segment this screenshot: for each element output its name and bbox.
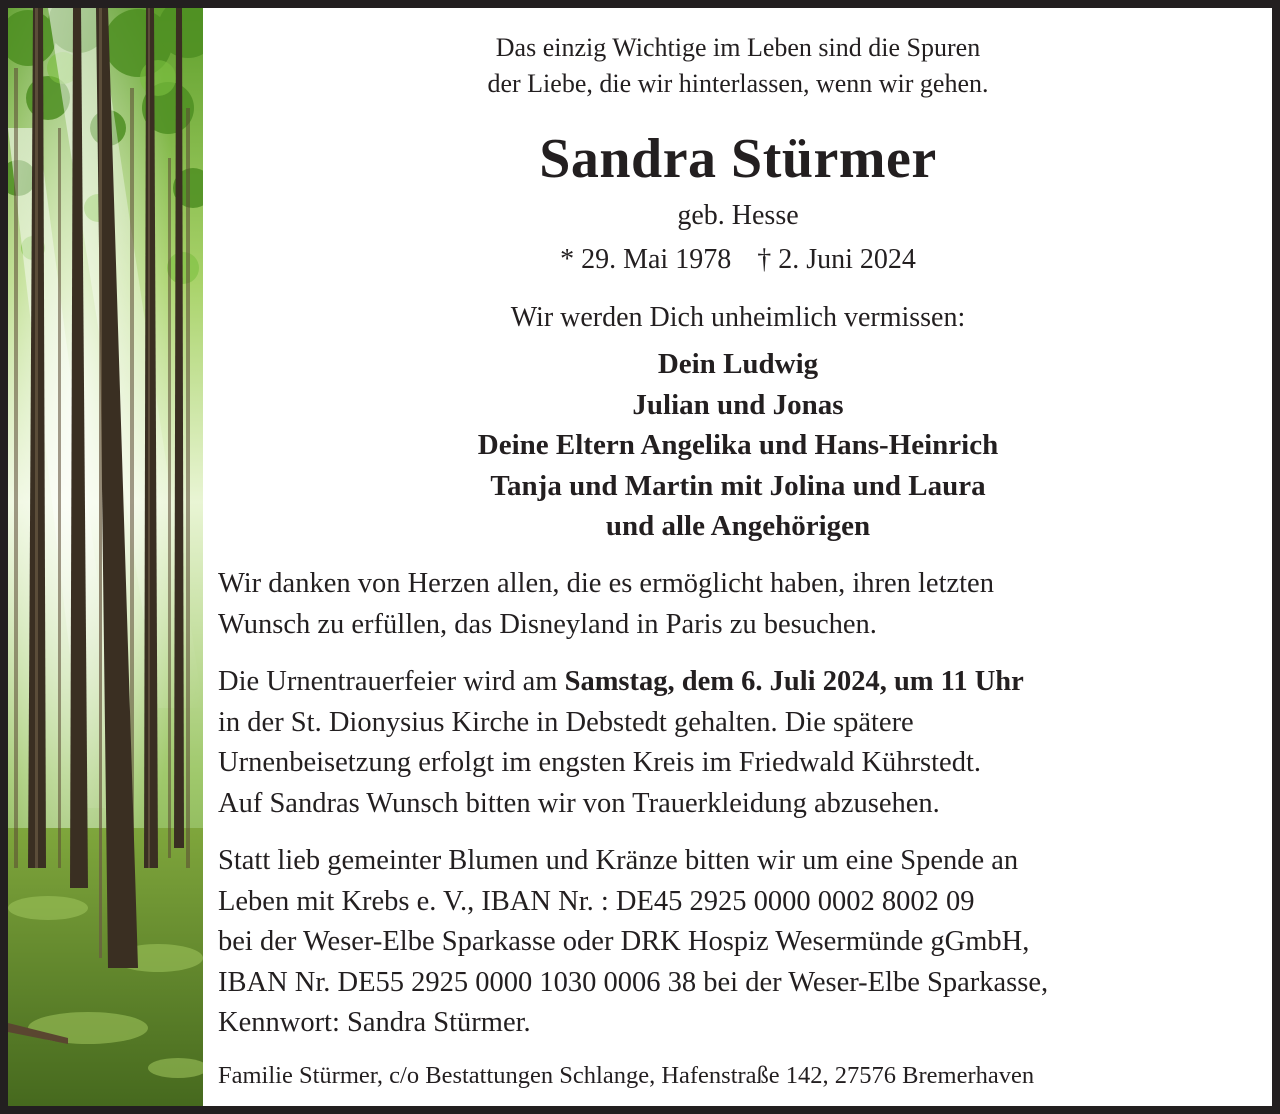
forest-illustration — [8, 8, 203, 1106]
ceremony-line-1 — [218, 662, 1258, 703]
mourner-line: und alle Angehörigen — [605, 510, 871, 542]
thanks-paragraph — [218, 564, 1258, 645]
notice-content — [218, 8, 1258, 1106]
donation-line-1: Statt lieb gemeinter Blumen und Kränze bitten wir um eine Spende an — [218, 845, 1019, 876]
opening-quote — [218, 30, 1258, 102]
donation-line-4: IBAN Nr. DE55 2925 0000 1030 0006 38 bei der Weser-Elbe Sparkasse, — [218, 966, 1049, 998]
donation-line-5: Kennwort: Sandra Stürmer. — [218, 1007, 531, 1038]
quote-line-2: der Liebe, die wir hinterlassen, wenn wir gehen. — [487, 69, 989, 98]
birth-date: * 29. Mai 1978 — [560, 244, 732, 275]
mourner-line: Deine Eltern Angelika und Hans-Heinrich — [477, 429, 999, 461]
thanks-line-1: Wir danken von Herzen allen, die es ermöglicht haben, ihren letzten — [218, 568, 994, 599]
ceremony-line-3: Urnenbeisetzung erfolgt im engsten Kreis im Friedwald Kührstedt. — [218, 747, 981, 778]
mourner-line: Dein Ludwig — [657, 348, 819, 380]
forest-image — [8, 8, 203, 1106]
ceremony-line-4: Auf Sandras Wunsch bitten wir von Trauerkleidung abzusehen. — [218, 787, 940, 819]
life-dates — [218, 242, 1258, 278]
birth-name: geb. Hesse — [677, 200, 799, 231]
ceremony-date-time: Samstag, dem 6. Juli 2024, um 11 Uhr — [564, 666, 1024, 697]
thanks-line-2: Wunsch zu erfüllen, das Disneyland in Paris zu besuchen. — [218, 608, 877, 640]
quote-line-1: Das einzig Wichtige im Leben sind die Spuren — [495, 33, 981, 62]
mourners-list — [218, 344, 1258, 547]
deceased-name: Sandra Stürmer — [539, 128, 937, 190]
family-address: Familie Stürmer, c/o Bestattungen Schlange, Hafenstraße 142, 27576 Bremerhaven — [218, 1062, 1035, 1089]
ceremony-line-2: in der St. Dionysius Kirche in Debstedt gehalten. Die spätere — [218, 706, 914, 738]
death-date: † 2. Juni 2024 — [757, 244, 916, 275]
donation-line-2: Leben mit Krebs e. V., IBAN Nr. : DE45 2925 0000 0002 8002 09 — [218, 885, 975, 917]
mourner-line: Julian und Jonas — [632, 388, 844, 421]
donation-paragraph — [218, 841, 1258, 1044]
missing-text: Wir werden Dich unheimlich vermissen: — [510, 302, 966, 333]
donation-line-3: bei der Weser-Elbe Sparkasse oder DRK Hospiz Wesermünde gGmbH, — [218, 926, 1030, 957]
mourner-line: Tanja und Martin mit Jolina und Laura — [490, 469, 986, 502]
ceremony-paragraph — [218, 662, 1258, 824]
ceremony-intro: Die Urnentrauerfeier wird am — [218, 666, 565, 697]
